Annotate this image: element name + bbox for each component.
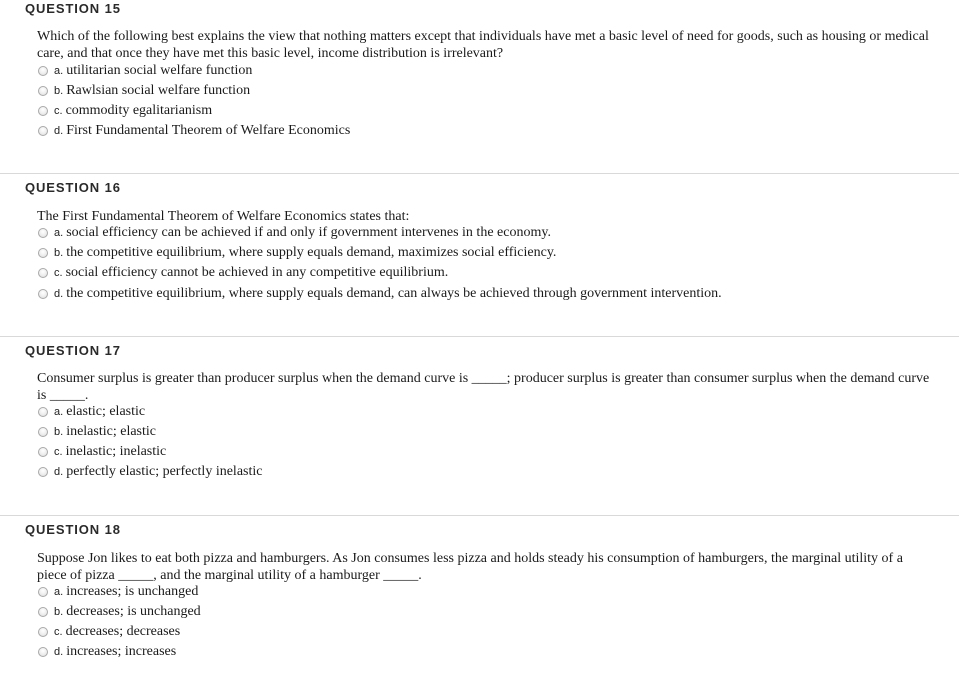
- option-letter: d.: [54, 125, 64, 137]
- option-label: commodity egalitarianism: [65, 103, 213, 118]
- option-label: Rawlsian social welfare function: [66, 83, 251, 98]
- option-label: the competitive equilibrium, where supply equals demand, maximizes social efficiency.: [66, 245, 557, 260]
- question-header: QUESTION 16: [25, 180, 121, 195]
- option-label: decreases; is unchanged: [66, 604, 201, 619]
- option-label: perfectly elastic; perfectly inelastic: [66, 464, 263, 479]
- option-d[interactable]: [38, 284, 722, 304]
- option-b[interactable]: [38, 243, 556, 263]
- option-label: social efficiency can be achieved if and only if government intervenes in the economy.: [66, 225, 551, 240]
- option-label: utilitarian social welfare function: [66, 63, 253, 78]
- option-letter: a.: [54, 586, 64, 598]
- radio-button[interactable]: [38, 66, 48, 76]
- option-label: inelastic; elastic: [66, 424, 156, 439]
- question-header: QUESTION 18: [25, 522, 121, 537]
- option-letter: c.: [54, 105, 63, 117]
- section-divider: [0, 515, 959, 516]
- option-c[interactable]: [38, 622, 180, 642]
- radio-button[interactable]: [38, 86, 48, 96]
- radio-button[interactable]: [38, 447, 48, 457]
- option-label: decreases; decreases: [65, 624, 181, 639]
- radio-button[interactable]: [38, 467, 48, 477]
- option-b[interactable]: [38, 602, 201, 622]
- option-letter: d.: [54, 646, 64, 658]
- option-a[interactable]: [38, 402, 145, 422]
- option-letter: a.: [54, 406, 64, 418]
- option-a[interactable]: [38, 223, 551, 243]
- option-label: the competitive equilibrium, where supply equals demand, can always be achieved through government intervention.: [66, 286, 722, 301]
- option-c[interactable]: [38, 263, 448, 283]
- option-b[interactable]: [38, 422, 156, 442]
- option-b[interactable]: [38, 81, 250, 101]
- option-d[interactable]: [38, 462, 262, 482]
- option-letter: c.: [54, 626, 63, 638]
- option-label: elastic; elastic: [66, 404, 146, 419]
- option-letter: a.: [54, 65, 64, 77]
- radio-button[interactable]: [38, 126, 48, 136]
- section-divider: [0, 173, 959, 174]
- option-label: increases; is unchanged: [66, 584, 199, 599]
- option-c[interactable]: [38, 101, 212, 121]
- question-stem: Which of the following best explains the view that nothing matters except that individuals have met a basic level of need for goods, such as housing or medical care, and that once they have met this basic level, income distribution is irrelevant?: [37, 29, 929, 61]
- section-divider: [0, 336, 959, 337]
- radio-button[interactable]: [38, 289, 48, 299]
- option-a[interactable]: [38, 61, 252, 81]
- radio-button[interactable]: [38, 228, 48, 238]
- radio-button[interactable]: [38, 106, 48, 116]
- radio-button[interactable]: [38, 647, 48, 657]
- option-letter: d.: [54, 466, 64, 478]
- option-letter: c.: [54, 267, 63, 279]
- option-letter: b.: [54, 85, 64, 97]
- question-header: QUESTION 15: [25, 1, 121, 16]
- radio-button[interactable]: [38, 607, 48, 617]
- option-a[interactable]: [38, 582, 198, 602]
- option-label: First Fundamental Theorem of Welfare Economics: [66, 123, 351, 138]
- radio-button[interactable]: [38, 407, 48, 417]
- option-letter: c.: [54, 446, 63, 458]
- option-d[interactable]: [38, 642, 176, 662]
- option-label: increases; increases: [66, 644, 177, 659]
- option-letter: b.: [54, 606, 64, 618]
- question-stem: The First Fundamental Theorem of Welfare Economics states that:: [37, 209, 410, 224]
- radio-button[interactable]: [38, 268, 48, 278]
- option-label: inelastic; inelastic: [65, 444, 167, 459]
- radio-button[interactable]: [38, 427, 48, 437]
- question-stem: Suppose Jon likes to eat both pizza and hamburgers. As Jon consumes less pizza and holds steady his consumption of hamburgers, the marginal utility of a piece of pizza _____, and the marginal utility of a hamburger _____.: [37, 551, 903, 583]
- option-letter: b.: [54, 247, 64, 259]
- question-stem: Consumer surplus is greater than producer surplus when the demand curve is _____; producer surplus is greater than consumer surplus when the demand curve is _____.: [37, 371, 930, 403]
- option-letter: b.: [54, 426, 64, 438]
- question-header: QUESTION 17: [25, 343, 121, 358]
- radio-button[interactable]: [38, 248, 48, 258]
- option-letter: d.: [54, 288, 64, 300]
- option-d[interactable]: [38, 121, 350, 141]
- option-letter: a.: [54, 227, 64, 239]
- radio-button[interactable]: [38, 587, 48, 597]
- radio-button[interactable]: [38, 627, 48, 637]
- option-label: social efficiency cannot be achieved in any competitive equilibrium.: [65, 265, 449, 280]
- option-c[interactable]: [38, 442, 166, 462]
